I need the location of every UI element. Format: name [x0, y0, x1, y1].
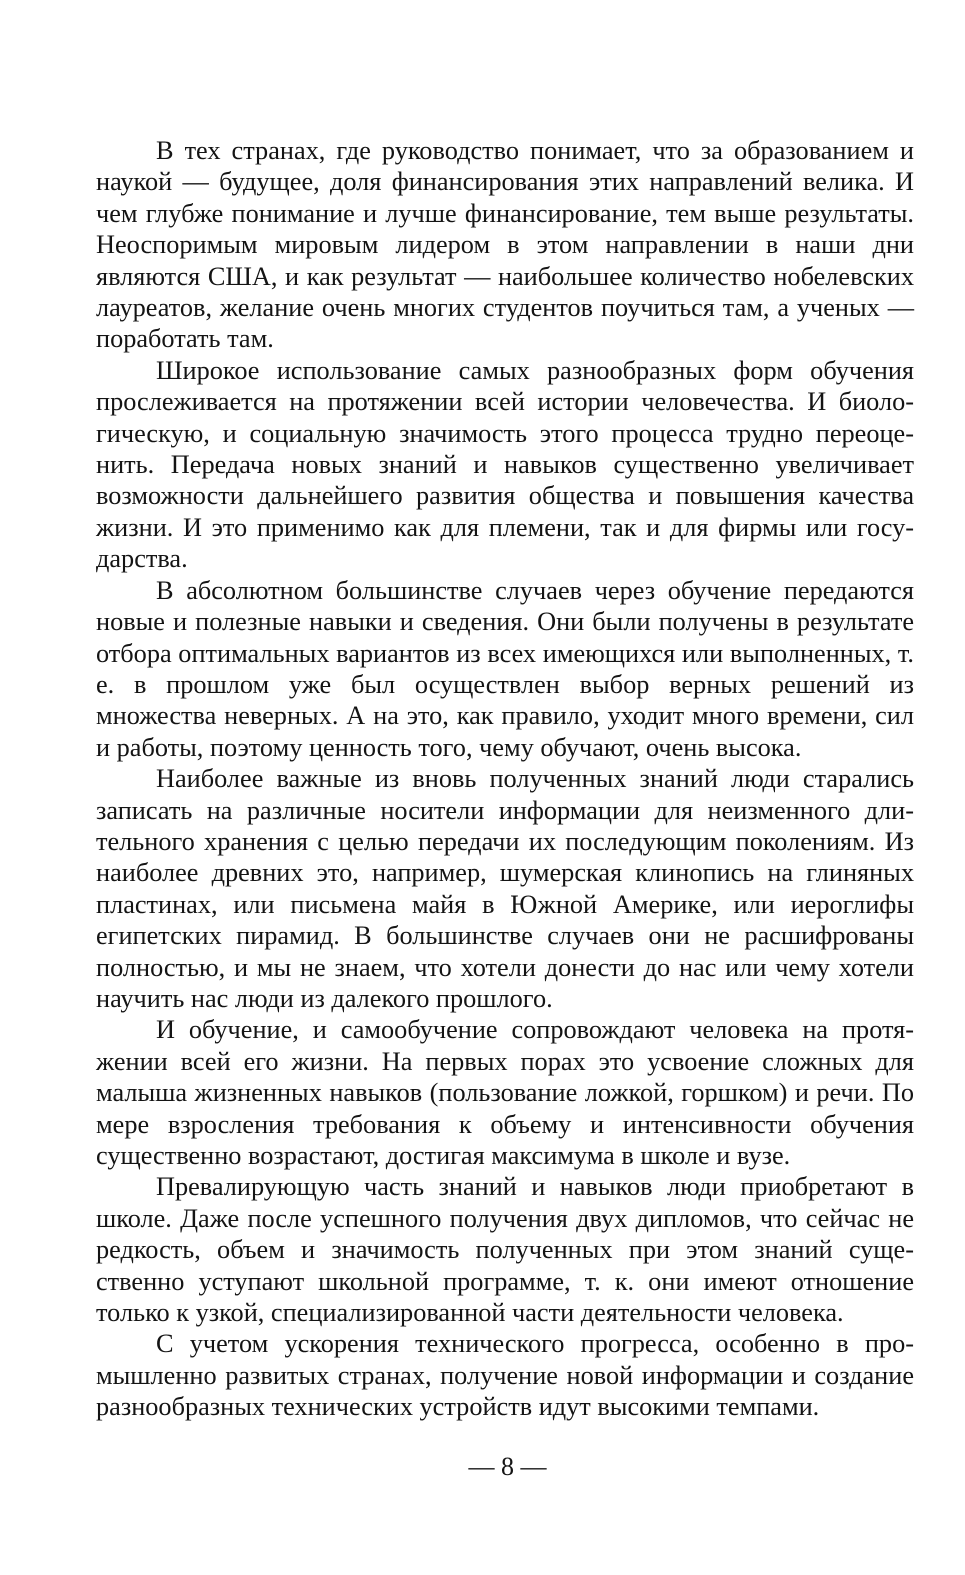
paragraph-1: В тех странах, где руководство понимает, что за образованием и наукой — будущее, доля финансирования этих направлений велика. И чем глубже понимание и лучше финансирование, тем выше результаты. Неоспоримым мировым лидером в этом направлении в наши дни являются США, и как результат — наибольшее количество нобелевских лауреатов, желание очень многих студентов поучиться там, а ученых — поработать там.	[96, 136, 914, 354]
paragraph-7: С учетом ускорения технического прогресса, особенно в промышленно развитых странах, получение новой информации и создание разнообразных технических устройств идут высокими темпами.	[96, 1329, 914, 1422]
paragraph-5: И обучение, и самообучение сопровождают человека на протяжении всей его жизни. На первых порах это усвоение сложных для малыша жизненных навыков (пользование ложкой, горшком) и речи. По мере взросления требования к объему и интенсивности обучения существенно возрастают, достигая максимума в школе и вузе.	[96, 1015, 914, 1170]
paragraph-3: В абсолютном большинстве случаев через обучение передаются новые и полезные навыки и сведения. Они были получены в результате отбора оптимальных вариантов из всех имеющихся или выполненных, т. е. в прошлом уже был осуществлен выбор верных решений из множества неверных. А на это, как правило, уходит много времени, сил и работы, поэтому ценность того, чему обучают, очень высока.	[96, 575, 914, 762]
body-text	[96, 135, 914, 1423]
paragraph-6: Превалирующую часть знаний и навыков люди приобретают в школе. Даже после успешного получения двух дипломов, что сейчас не редкость, объем и значимость полученных при этом знаний существенно уступают школьной программе, т. к. они имеют отношение только к узкой, специализированной части деятельности человека.	[96, 1172, 914, 1328]
paragraph-2: Широкое использование самых разнообразных форм обучения прослеживается на протяжении всей истории человечества. И биологическую, и социальную значимость этого процесса трудно переоценить. Передача новых знаний и навыков существенно увеличивает возможности дальнейшего развития общества и повышения качества жизни. И это применимо как для племени, так и для фирмы или государства.	[96, 355, 914, 574]
page-number: — 8 —	[468, 1452, 547, 1481]
paragraph-4: Наиболее важные из вновь полученных знаний люди старались записать на различные носители информации для неизменного длительного хранения с целью передачи их последующим поколениям. Из наиболее древних это, например, шумерская клинопись на глиняных пластинах, или письмена майя в Южной Америке, или иероглифы египетских пирамид. В большинстве случаев они не расшифрованы полностью, и мы не знаем, что хотели донести до нас или чему хотели научить нас люди из далекого прошлого.	[96, 764, 914, 1013]
